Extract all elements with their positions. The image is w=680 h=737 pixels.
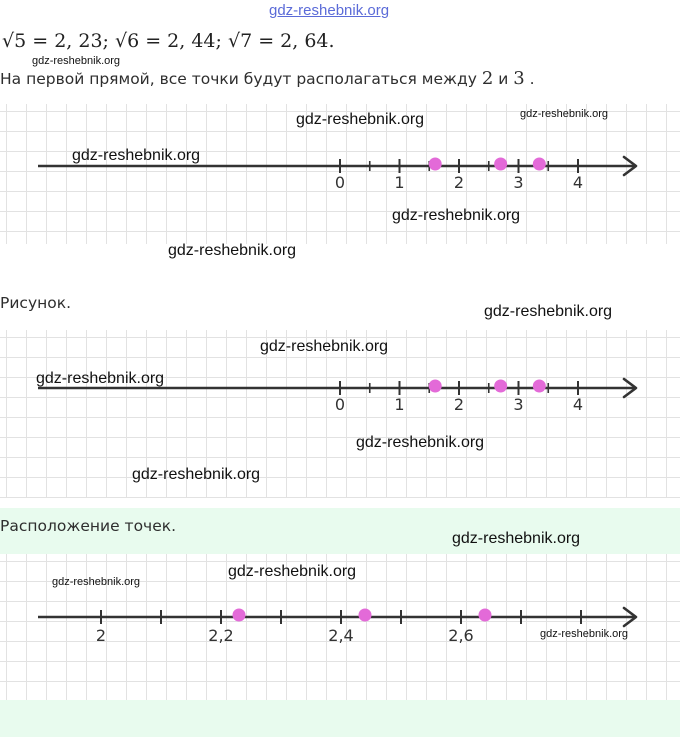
statement-after: . [524, 70, 535, 88]
watermark: gdz-reshebnik.org [392, 207, 521, 224]
watermark: gdz-reshebnik.org [72, 147, 201, 164]
tick-label: 0 [334, 395, 346, 414]
statement-before: На первой прямой, все точки будут располагаться между [0, 70, 482, 88]
tick-label: 4 [572, 173, 584, 192]
watermark: gdz-reshebnik.org [484, 303, 613, 320]
statement-low: 2 [481, 68, 494, 89]
watermark: gdz-reshebnik.org [356, 434, 485, 451]
watermark: gdz-reshebnik.org [452, 530, 581, 547]
point-marker [533, 158, 546, 171]
watermark: gdz-reshebnik.org [132, 466, 261, 483]
sqrt-values-formula: √5 = 2, 23; √6 = 2, 44; √7 = 2, 64. [2, 30, 335, 52]
tick-label: 1 [394, 395, 405, 414]
point-marker [494, 380, 507, 393]
watermark: gdz-reshebnik.org [540, 628, 629, 640]
watermark: gdz-reshebnik.org [36, 370, 165, 387]
watermark: gdz-reshebnik.org [296, 111, 425, 128]
watermark: gdz-reshebnik.org [32, 55, 121, 67]
tick-label: 2 [453, 395, 465, 414]
statement-high: 3 [513, 68, 525, 89]
tick-label: 2,4 [328, 626, 354, 645]
point-marker [359, 609, 372, 622]
point-marker [429, 380, 442, 393]
bottom-band [0, 700, 680, 737]
point-marker [494, 158, 507, 171]
tick-label: 2 [453, 173, 465, 192]
tick-label: 1 [394, 173, 405, 192]
watermark: gdz-reshebnik.org [52, 576, 141, 588]
watermark: gdz-reshebnik.org [228, 563, 357, 580]
tick-label: 4 [572, 395, 584, 414]
point-marker [233, 609, 246, 622]
tick-label: 3 [513, 173, 524, 192]
point-marker [533, 380, 546, 393]
watermark-top-link[interactable]: gdz-reshebnik.org [269, 2, 390, 19]
figure-caption: Рисунок. [0, 294, 72, 312]
point-marker [429, 158, 442, 171]
arrangement-caption: Расположение точек. [0, 517, 177, 535]
watermark: gdz-reshebnik.org [168, 242, 297, 259]
tick-label: 2,2 [208, 626, 234, 645]
statement-mid: и [493, 70, 514, 88]
tick-label: 3 [513, 395, 524, 414]
tick-label: 2,6 [448, 626, 474, 645]
watermark: gdz-reshebnik.org [520, 108, 609, 120]
tick-label: 0 [334, 173, 346, 192]
statement-text [0, 68, 535, 89]
point-marker [479, 609, 492, 622]
watermark: gdz-reshebnik.org [260, 338, 389, 355]
tick-label: 2 [95, 626, 107, 645]
